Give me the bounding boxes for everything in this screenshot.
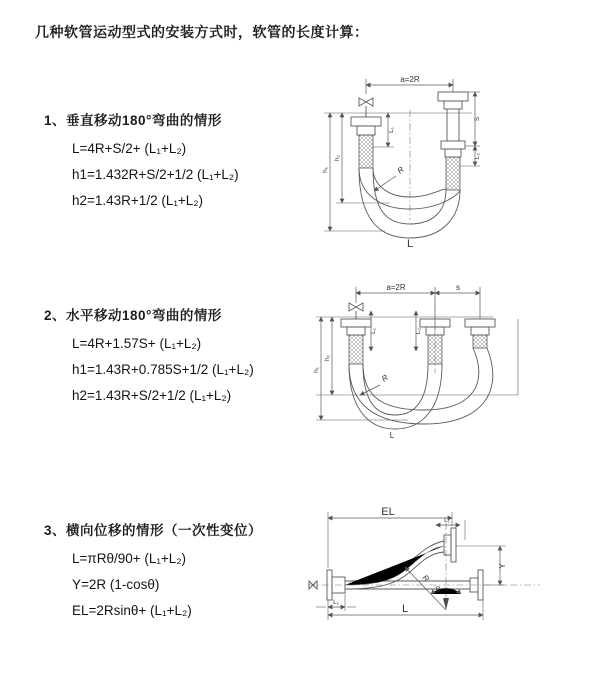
radius-label: R: [420, 573, 432, 584]
page-title: 几种软管运动型式的安装方式时，软管的长度计算：: [35, 24, 369, 40]
dim-a2r: [356, 283, 480, 330]
hose-outline: [345, 541, 444, 589]
section-2-formulas: [44, 331, 254, 409]
formula-h2: h2=1.43R+S/2+1/2 (L₁+L₂): [72, 388, 232, 403]
angle-label: θ: [435, 585, 441, 594]
length-label: L: [389, 431, 395, 440]
valve-icon: [359, 98, 373, 117]
dim-a2r-label: a=2R: [400, 75, 420, 84]
dim-l1-top-label: L₁: [444, 517, 450, 524]
section-3-heading: 3、横向位移的情形（一次性变位）: [44, 523, 263, 538]
section-2-heading: 2、水平移动180°弯曲的情形: [44, 308, 222, 323]
diagram-vertical-180-bend: [310, 70, 600, 260]
dim-l1-label: L₁: [370, 328, 377, 334]
dim-l1: [373, 113, 395, 147]
dim-h2-label: h₂: [334, 154, 341, 162]
hose-outline: [349, 348, 493, 429]
formula-y: Y=2R (1-cosθ): [72, 577, 160, 592]
formula-h1: h1=1.43R+0.785S+1/2 (L₁+L₂): [72, 362, 254, 377]
diagram-horizontal-180-bend: [308, 278, 600, 456]
dim-el-label: EL: [381, 506, 395, 518]
dim-el: [328, 506, 452, 568]
dim-h1: [313, 317, 408, 420]
dim-l2-label: L₂: [415, 327, 422, 335]
dim-h1-label: h₁: [313, 367, 320, 373]
dim-s-label: s: [456, 283, 460, 292]
radius-label: R: [379, 372, 390, 384]
dim-a2r: [366, 75, 453, 94]
dim-l2-label: L₂: [474, 152, 481, 160]
dim-length: [328, 600, 483, 620]
diagram-lateral-displacement: [300, 490, 600, 650]
dim-a2r-label: a=2R: [386, 283, 406, 292]
dim-l1-bottom-label: L₁: [333, 599, 339, 606]
formula-h1: h1=1.432R+S/2+1/2 (L₁+L₂): [72, 167, 239, 182]
dim-l1-bottom: [316, 594, 356, 611]
radius-label: R: [395, 164, 406, 176]
length-label: L: [406, 238, 414, 250]
section-1-formulas: [44, 136, 239, 214]
section-2: [44, 304, 254, 409]
dim-h1: [322, 113, 385, 231]
right-pipe-fitting: [465, 319, 495, 348]
angle-theta: [431, 585, 461, 594]
section-1: [44, 109, 239, 214]
dim-length-label: L: [401, 603, 409, 615]
dim-s: [465, 92, 481, 146]
left-pipe-fitting: [341, 319, 371, 364]
section-3-formulas: [44, 546, 262, 624]
formula-h2: h2=1.43R+1/2 (L₁+L₂): [72, 193, 204, 208]
dim-h2-label: h₂: [324, 354, 331, 362]
dim-s-label: S: [474, 116, 481, 122]
dim-l1-top: [436, 517, 465, 540]
section-3: [44, 519, 262, 624]
formula-el: EL=2Rsinθ+ (L₁+L₂): [72, 603, 192, 618]
formula-length: L=4R+S/2+ (L₁+L₂): [72, 141, 187, 156]
formula-length: L=πRθ/90+ (L₁+L₂): [72, 551, 187, 566]
dim-h1-label: h₁: [322, 167, 329, 173]
dim-l1-label: L₁: [388, 127, 395, 133]
radius-leader: [374, 165, 406, 191]
section-1-heading: 1、垂直移动180°弯曲的情形: [44, 113, 222, 128]
dim-travel-s: [435, 283, 480, 293]
dim-y-label: Y: [498, 563, 507, 569]
valve-icon: [349, 303, 363, 319]
left-pipe-fitting: [351, 117, 381, 168]
formula-length: L=4R+1.57S+ (L₁+L₂): [72, 336, 202, 351]
dim-y: [456, 546, 507, 585]
right-pipe-fitting: [438, 92, 468, 190]
